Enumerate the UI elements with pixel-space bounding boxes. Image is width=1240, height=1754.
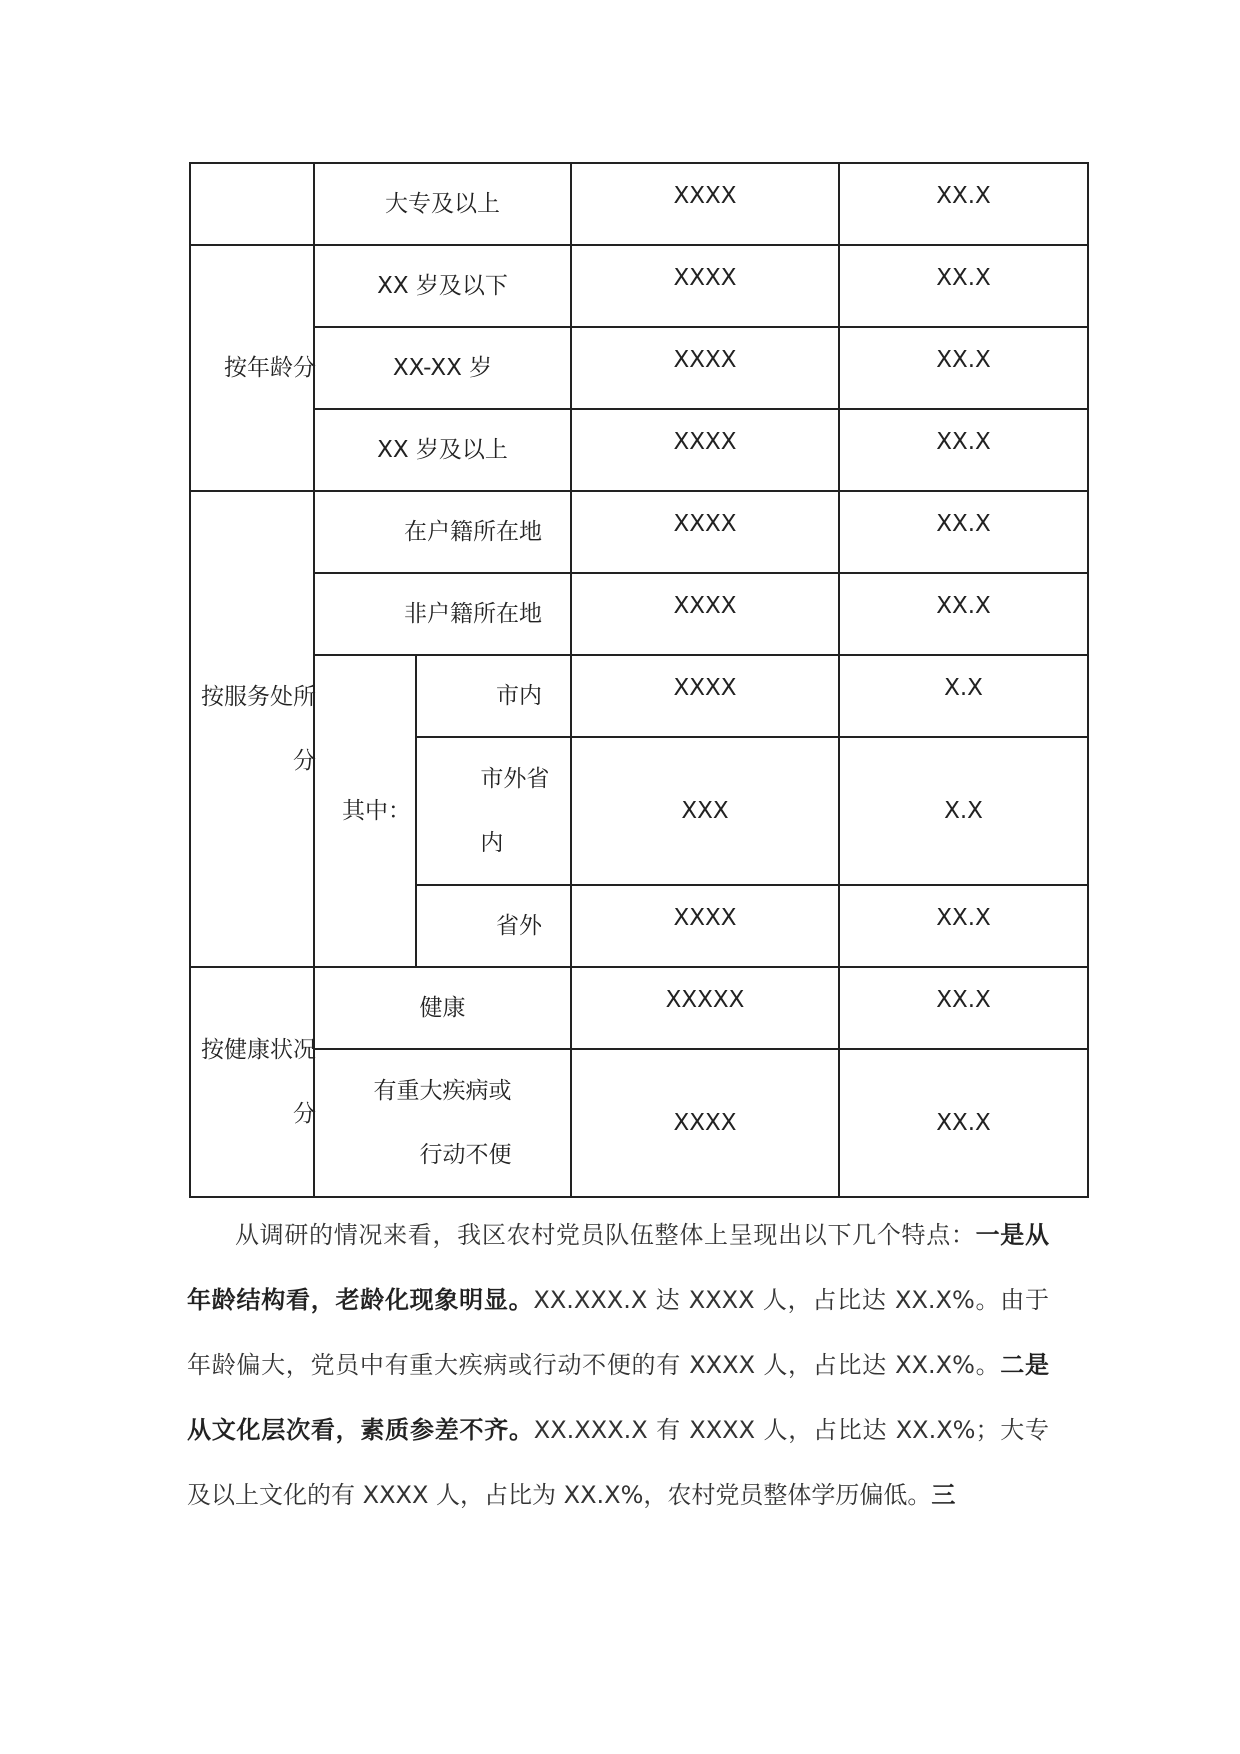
count-cell: XXXXX <box>571 967 839 1049</box>
percent-cell: XX.X <box>839 245 1088 327</box>
percent-cell: XX.X <box>839 163 1088 245</box>
count-cell: XXXX <box>571 655 839 737</box>
table-cell-empty <box>190 163 314 245</box>
table-row <box>190 409 1088 491</box>
row-label: 市内 <box>416 655 571 737</box>
paragraph-emphasis: 二是从文化层次看，素质参差不齐。 <box>187 1351 1049 1444</box>
table-row <box>190 573 1088 655</box>
statistics-table <box>189 162 1089 1198</box>
sub-category-label: 其中： <box>314 655 416 967</box>
count-cell: XXXX <box>571 245 839 327</box>
row-label: 有重大疾病或行动不便 <box>314 1049 571 1197</box>
paragraph-text: XX.XXX.X 达 XXXX 人，占比达 XX.X%。由于年龄偏大，党员中有重大疾病或行动不便的有 XXXX 人，占比达 XX.X%。 <box>187 1286 1050 1379</box>
count-cell: XXXX <box>571 409 839 491</box>
category-age: 按年龄分 <box>190 245 314 491</box>
row-label: XX 岁及以下 <box>314 245 571 327</box>
row-label: 大专及以上 <box>314 163 571 245</box>
paragraph-text: XX.XXX.X 有 XXXX 人，占比达 XX.X%；大专及以上文化的有 XXXX 人，占比为 XX.X%，农村党员整体学历偏低。 <box>187 1416 1049 1509</box>
count-cell: XXXX <box>571 163 839 245</box>
paragraph-emphasis: 一是从年龄结构看，老龄化现象明显。 <box>187 1221 1049 1314</box>
row-label: 非户籍所在地 <box>314 573 571 655</box>
percent-cell: X.X <box>839 737 1088 885</box>
category-health: 按健康状况分 <box>190 967 314 1197</box>
row-label: XX-XX 岁 <box>314 327 571 409</box>
row-label: 市外省内 <box>416 737 571 885</box>
table-row <box>190 327 1088 409</box>
percent-cell: XX.X <box>839 1049 1088 1197</box>
row-label: XX 岁及以上 <box>314 409 571 491</box>
table-row <box>190 655 1088 737</box>
percent-cell: XX.X <box>839 885 1088 967</box>
paragraph-text: 从调研的情况来看，我区农村党员队伍整体上呈现出以下几个特点： <box>235 1221 976 1249</box>
count-cell: XXXX <box>571 573 839 655</box>
table-row <box>190 967 1088 1049</box>
table-row <box>190 245 1088 327</box>
percent-cell: X.X <box>839 655 1088 737</box>
percent-cell: XX.X <box>839 409 1088 491</box>
count-cell: XXXX <box>571 885 839 967</box>
count-cell: XXXX <box>571 327 839 409</box>
table-row <box>190 1049 1088 1197</box>
percent-cell: XX.X <box>839 967 1088 1049</box>
body-paragraph <box>187 1203 1049 1528</box>
count-cell: XXXX <box>571 491 839 573</box>
row-label: 在户籍所在地 <box>314 491 571 573</box>
table-row <box>190 163 1088 245</box>
percent-cell: XX.X <box>839 327 1088 409</box>
table-row <box>190 491 1088 573</box>
percent-cell: XX.X <box>839 491 1088 573</box>
category-service: 按服务处所分 <box>190 491 314 967</box>
percent-cell: XX.X <box>839 573 1088 655</box>
row-label: 健康 <box>314 967 571 1049</box>
paragraph-emphasis: 三 <box>931 1481 956 1509</box>
row-label: 省外 <box>416 885 571 967</box>
count-cell: XXX <box>571 737 839 885</box>
count-cell: XXXX <box>571 1049 839 1197</box>
